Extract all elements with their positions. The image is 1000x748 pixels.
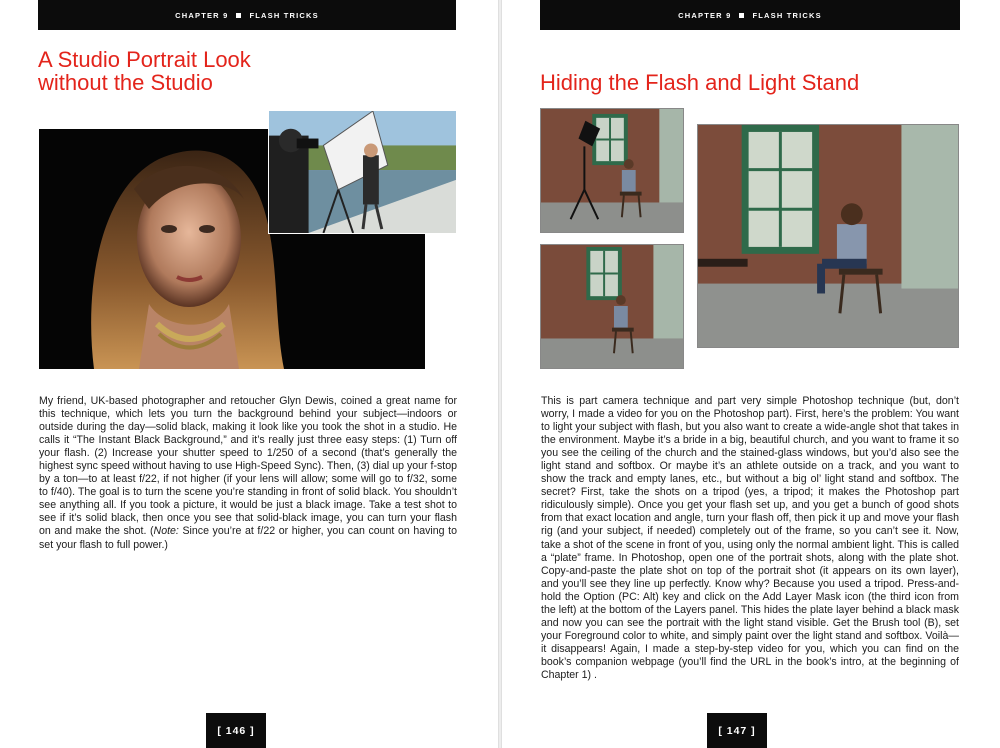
square-bullet-icon [236, 13, 241, 18]
paragraph-text: My friend, UK-based photographer and retoucher Glyn Dewis, coined a great name for this technique, which lets you turn the background behind your subject—indoors or outside during the day—solid black, making it look like you took the shot in a studio. He calls it “The Instant Black Background,” and it’s really just three easy steps: (1) Turn off your flash. (2) Increase your shutter speed to 1/250 of a second (that’s generally the highest sync speed without having to use High-Speed Sync). Then, (3) dial up your f-stop by a ton—to at least f/22, if not higher (if your lens will allow; some will go to f/32, some to f/40). The goal is to turn the scene you’re standing in front of solid black. You shouldn’t see anything all. If you took a picture, it would be just a black image. Take a test shot to see if it’s solid black, then once you see that solid-black image, you can turn your flash on and make the shot. ( [39, 395, 457, 538]
square-bullet-icon [739, 13, 744, 18]
right-page [502, 0, 1000, 748]
page-title: Hiding the Flash and Light Stand [540, 70, 860, 95]
final-composite-photo [697, 124, 959, 348]
section-label: FLASH TRICKS [752, 10, 822, 20]
note-text: Since you’re at f/22 or higher, you can count on having to set your flash to full power.) [39, 525, 457, 551]
body-paragraph: This is part camera technique and part very simple Photoshop technique (but, don’t worry, I made a video for you on the Photoshop part). First, here’s the problem: You want to light your subject with flash, but you also want to create a wide-angle shot that takes in the environment. Maybe it’s a bride in a big, beautiful church, and you want to frame it so you see the ceiling of the church and the stained-glass windows, but you’d also see the light stand and softbox. Or maybe it’s an athlete outside on a track, and you want to show the track and empty lanes, etc., but without a big ol’ light stand and softbox. The secret? First, take the shots on a tripod (yes, a tripod; it makes the Photoshop part ridiculously simple). Once you get your flash set up, and you get a bunch of good shots from that exact location and angle, turn your flash off, then pick it up and move your flash rig (and your subject, if needed) completely out of the frame, so you can’t see it. Now, take a shot of the scene in front of you, using only the normal ambient light. This is called a “plate” frame. In Photoshop, open one of the portrait shots, along with the plate shot. Copy-and-paste the plate shot on top of the portrait shot (it appears on its own layer), and you’ll see they line up perfectly. Know why? Because you used a tripod. Press-and-hold the Option (PC: Alt) key and click on the Add Layer Mask icon (the third icon from the left) at the bottom of the Layers panel. This hides the plate layer behind a black mask and now you can see the portrait with the light stand visible. Get the Brush tool (B), set your Foreground color to white, and simply paint over the light stand and softbox. Voilà—it disappears! Again, I made a step-by-step video for you, which you can find on the book’s companion webpage (you’ll find the URL in the book’s intro, at the beginning of Chapter 1) . [541, 395, 959, 681]
chapter-label: CHAPTER 9 [678, 10, 732, 20]
page-title [38, 48, 458, 94]
page-number: [ 147 ] [707, 713, 767, 748]
note-label: Note: [153, 525, 179, 538]
photo-with-light-stand [540, 108, 684, 233]
left-page [0, 0, 498, 748]
body-paragraph [39, 395, 457, 552]
title-line-1: A Studio Portrait Look [38, 47, 251, 72]
page-number: [ 146 ] [206, 713, 266, 748]
running-head [540, 0, 960, 30]
running-head [38, 0, 456, 30]
title-line-2: without the Studio [38, 70, 213, 95]
behind-the-scenes-photo [268, 110, 457, 234]
chapter-label: CHAPTER 9 [175, 10, 229, 20]
plate-shot-photo [540, 244, 684, 369]
section-label: FLASH TRICKS [249, 10, 319, 20]
